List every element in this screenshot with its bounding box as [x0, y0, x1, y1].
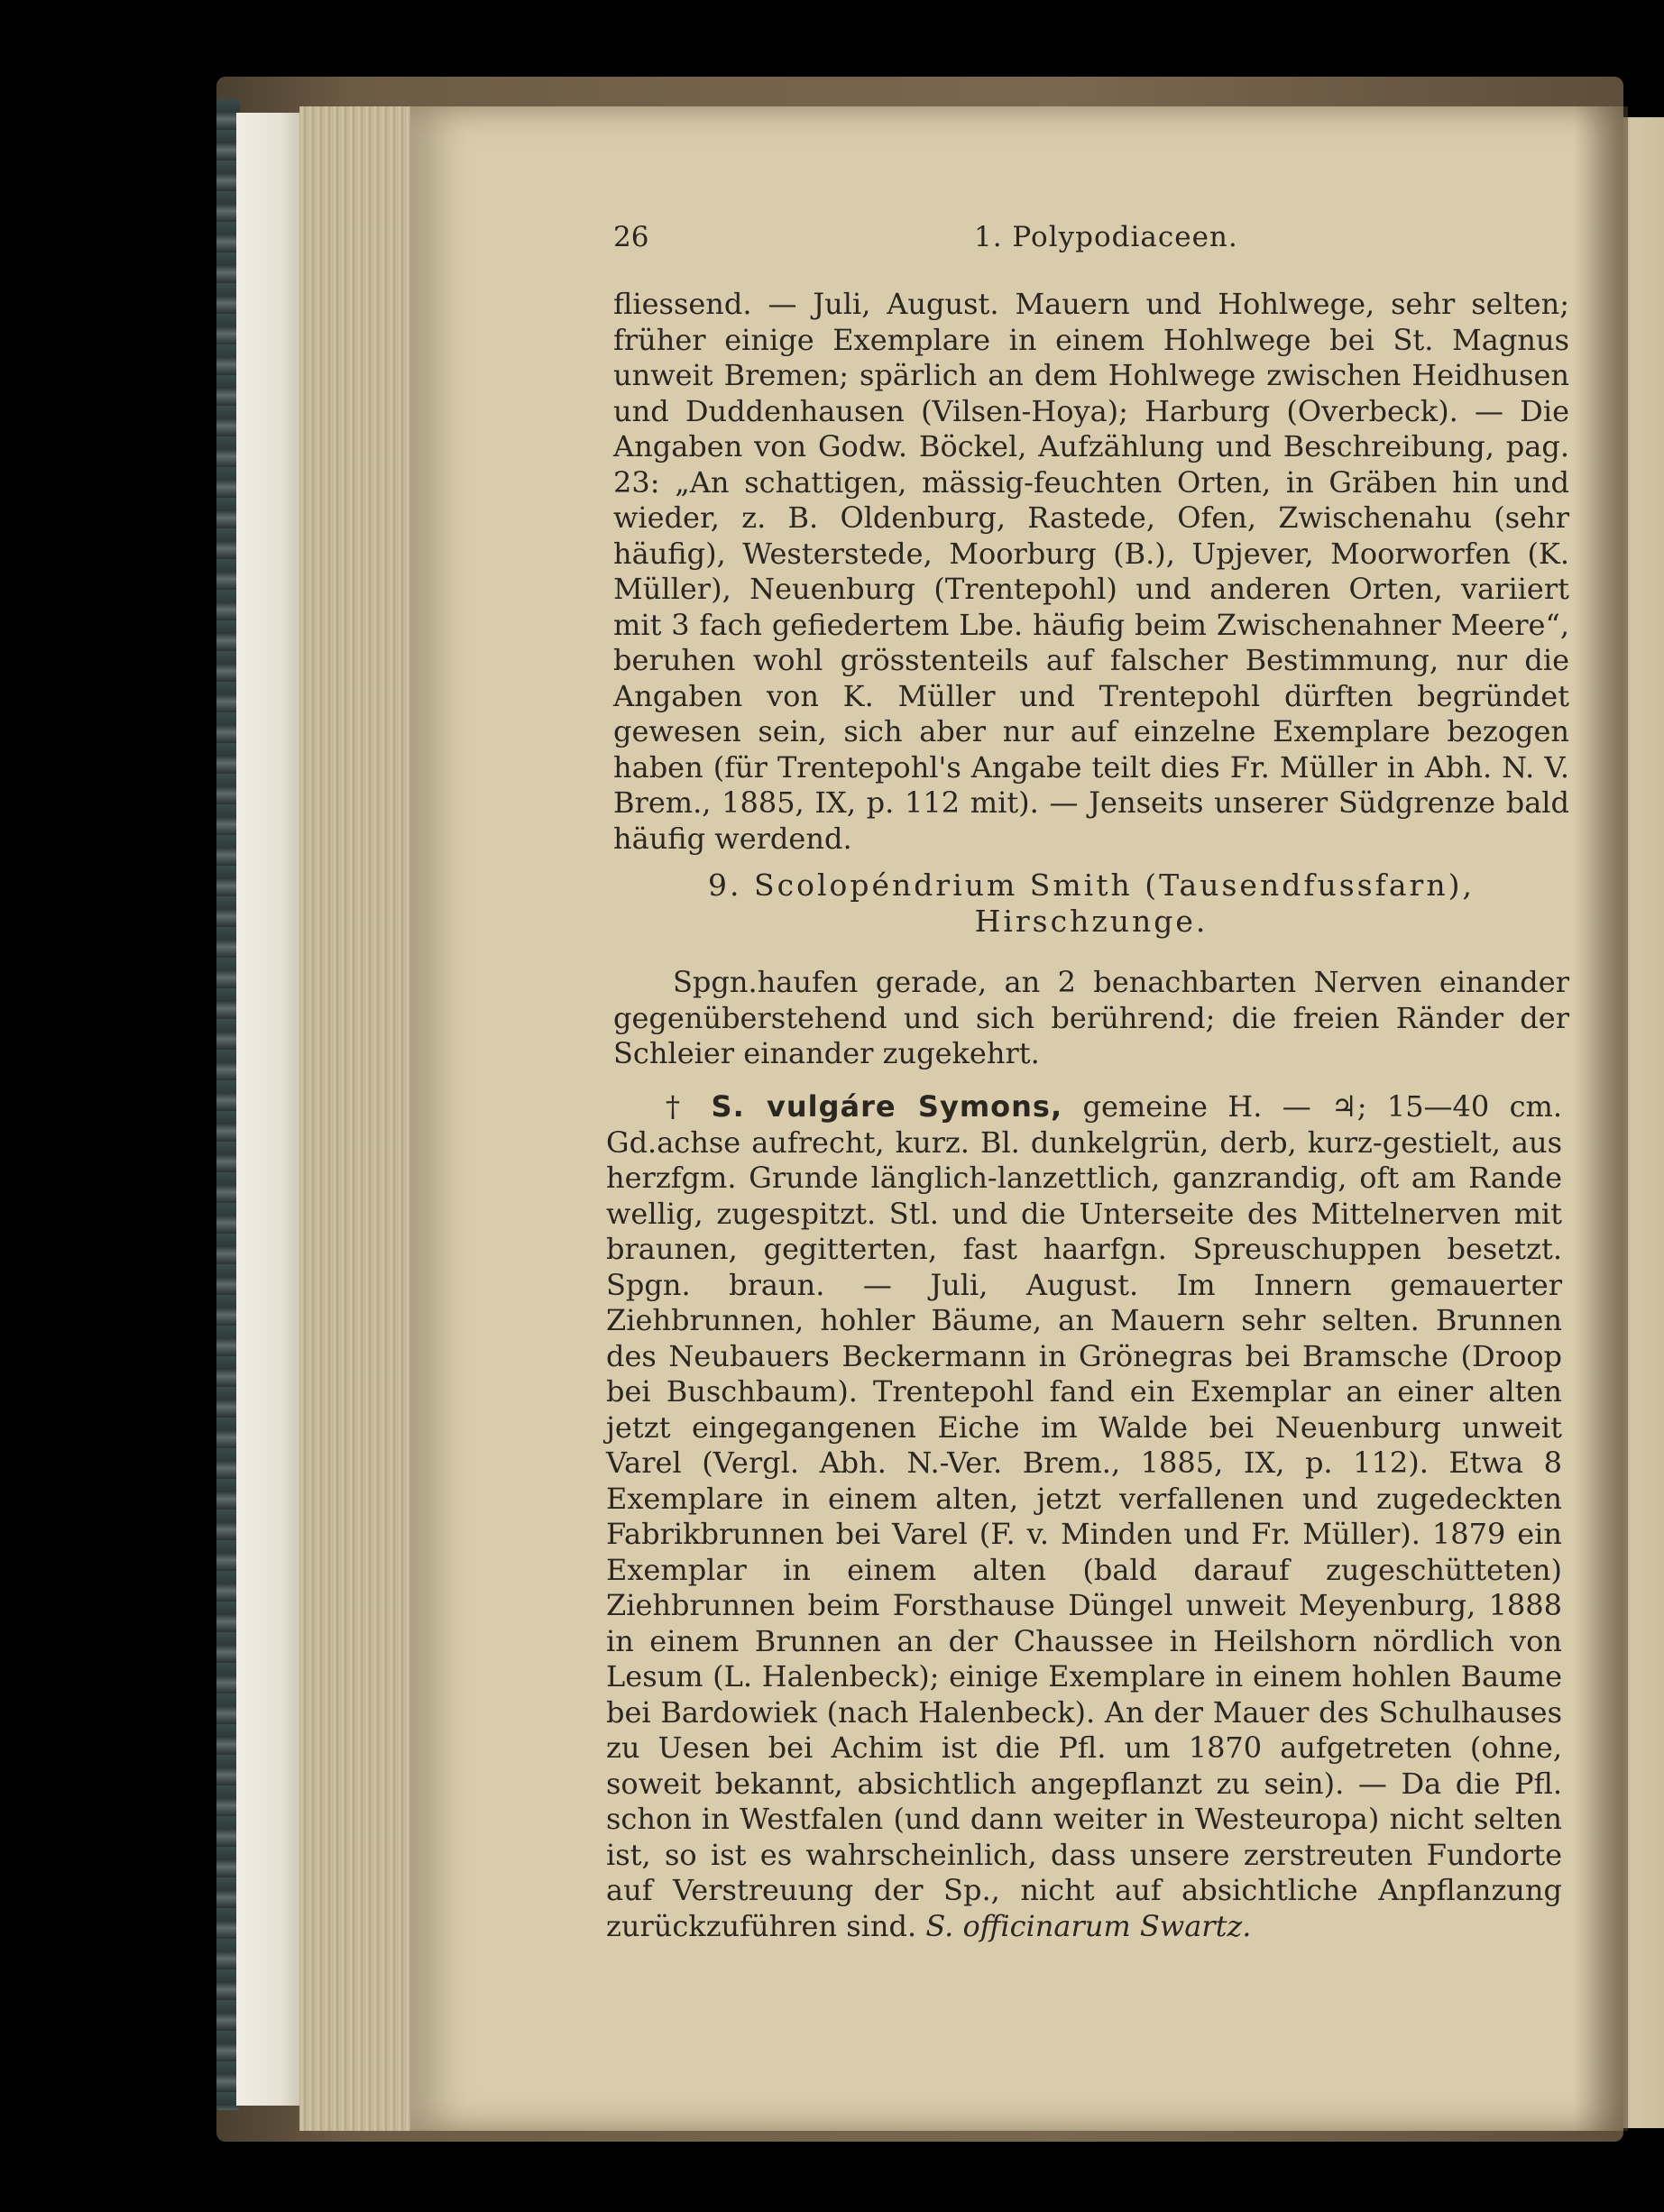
- page-stack-edges: [299, 106, 426, 2131]
- genus-heading: 9. Scolopéndrium Smith (Tausendfussfarn), Hirschzunge.: [708, 867, 1475, 939]
- paragraph-genus-description: Spgn.haufen gerade, an 2 benachbarten Nerven einander gegenüberstehend und sich berührend; die freien Ränder der Schleier einander zugekehrt.: [613, 965, 1569, 1070]
- species-name: S. vulgáre Symons,: [711, 1089, 1063, 1124]
- page-number: 26: [613, 221, 649, 253]
- paragraph-habitat-notes: fliessend. — Juli, August. Mauern und Hohlwege, sehr selten; früher einige Exemplare in einem Hohlwege bei St. Magnus unweit Bremen; spärlich an dem Hohlwege zwischen Heidhusen und Duddenhausen (Vilsen-Hoya); Harburg (Overbeck). — Die Angaben von Godw. Böckel, Aufzählung und Beschreibung, pag. 23: „An schattigen, mässig-feuchten Orten, in Gräben hin und wieder, z. B. Oldenburg, Rastede, Ofen, Zwischenahu (sehr häufig), Westerstede, Moorburg (B.), Upjever, Moorworfen (K. Müller), Neuenburg (Trentepohl) und anderen Orten, variiert mit 3 fach gefiedertem Lbe. häufig beim Zwischenahner Meere“, beruhen wohl grösstenteils auf falscher Bestimmung, nur die Angaben von K. Müller und Trentepohl dürften begründet gewesen sein, sich aber nur auf einzelne Exemplare bezogen haben (für Trentepohl's Angabe teilt dies Fr. Müller in Abh. N. V. Brem., 1885, IX, p. 112 mit). — Jenseits unserer Südgrenze bald häufig werdend.: [613, 287, 1569, 856]
- chapter-title: 1. Polypodiaceen.: [974, 221, 1238, 253]
- species-entry: [606, 1089, 1562, 1944]
- extinct-marker: †: [666, 1089, 692, 1124]
- species-description: gemeine H. — ♃; 15—40 cm. Gd.achse aufrecht, kurz. Bl. dunkelgrün, derb, kurz-gestielt, aus herzfgm. Grunde länglich-lanzettlich, ganzrandig, oft am Rande wellig, zugespitzt. Stl. und die Unterseite des Mittelnerven mit braunen, gegitterten, fast haarfgn. Spreuschuppen besetzt. Spgn. braun. — Juli, August. Im Innern gemauerter Ziehbrunnen, hohler Bäume, an Mauern sehr selten. Brunnen des Neubauers Beckermann in Grönegras bei Bramsche (Droop bei Buschbaum). Trentepohl fand ein Exemplar an einer alten jetzt eingegangenen Eiche im Walde bei Neuenburg unweit Varel (Vergl. Abh. N.-Ver. Brem., 1885, IX, p. 112). Etwa 8 Exemplare in einem alten, jetzt verfallenen und zugedeckten Fabrikbrunnen bei Varel (F. v. Minden und Fr. Müller). 1879 ein Exemplar in einem alten (bald darauf zugeschütteten) Ziehbrunnen beim Forsthause Düngel unweit Meyenburg, 1888 in einem Brunnen an der Chaussee in Heilshorn nördlich von Lesum (L. Halenbeck); einige Exemplare in einem hohlen Baume bei Bardowiek (nach Halenbeck). An der Mauer des Schulhauses zu Uesen bei Achim ist die Pfl. um 1870 aufgetreten (ohne, soweit bekannt, absichtlich angepflanzt zu sein). — Da die Pfl. schon in Westfalen (und dann weiter in Westeuropa) nicht selten ist, so ist es wahrscheinlich, dass unsere zerstreuten Fundorte auf Verstreuung der Sp., nicht auf absichtliche Anpflanzung zurückzuführen sind.: [606, 1089, 1563, 1943]
- gutter-shadow: [1574, 106, 1628, 2131]
- species-synonym: S. officinarum Swartz.: [925, 1908, 1252, 1943]
- flyleaf: [236, 113, 299, 2106]
